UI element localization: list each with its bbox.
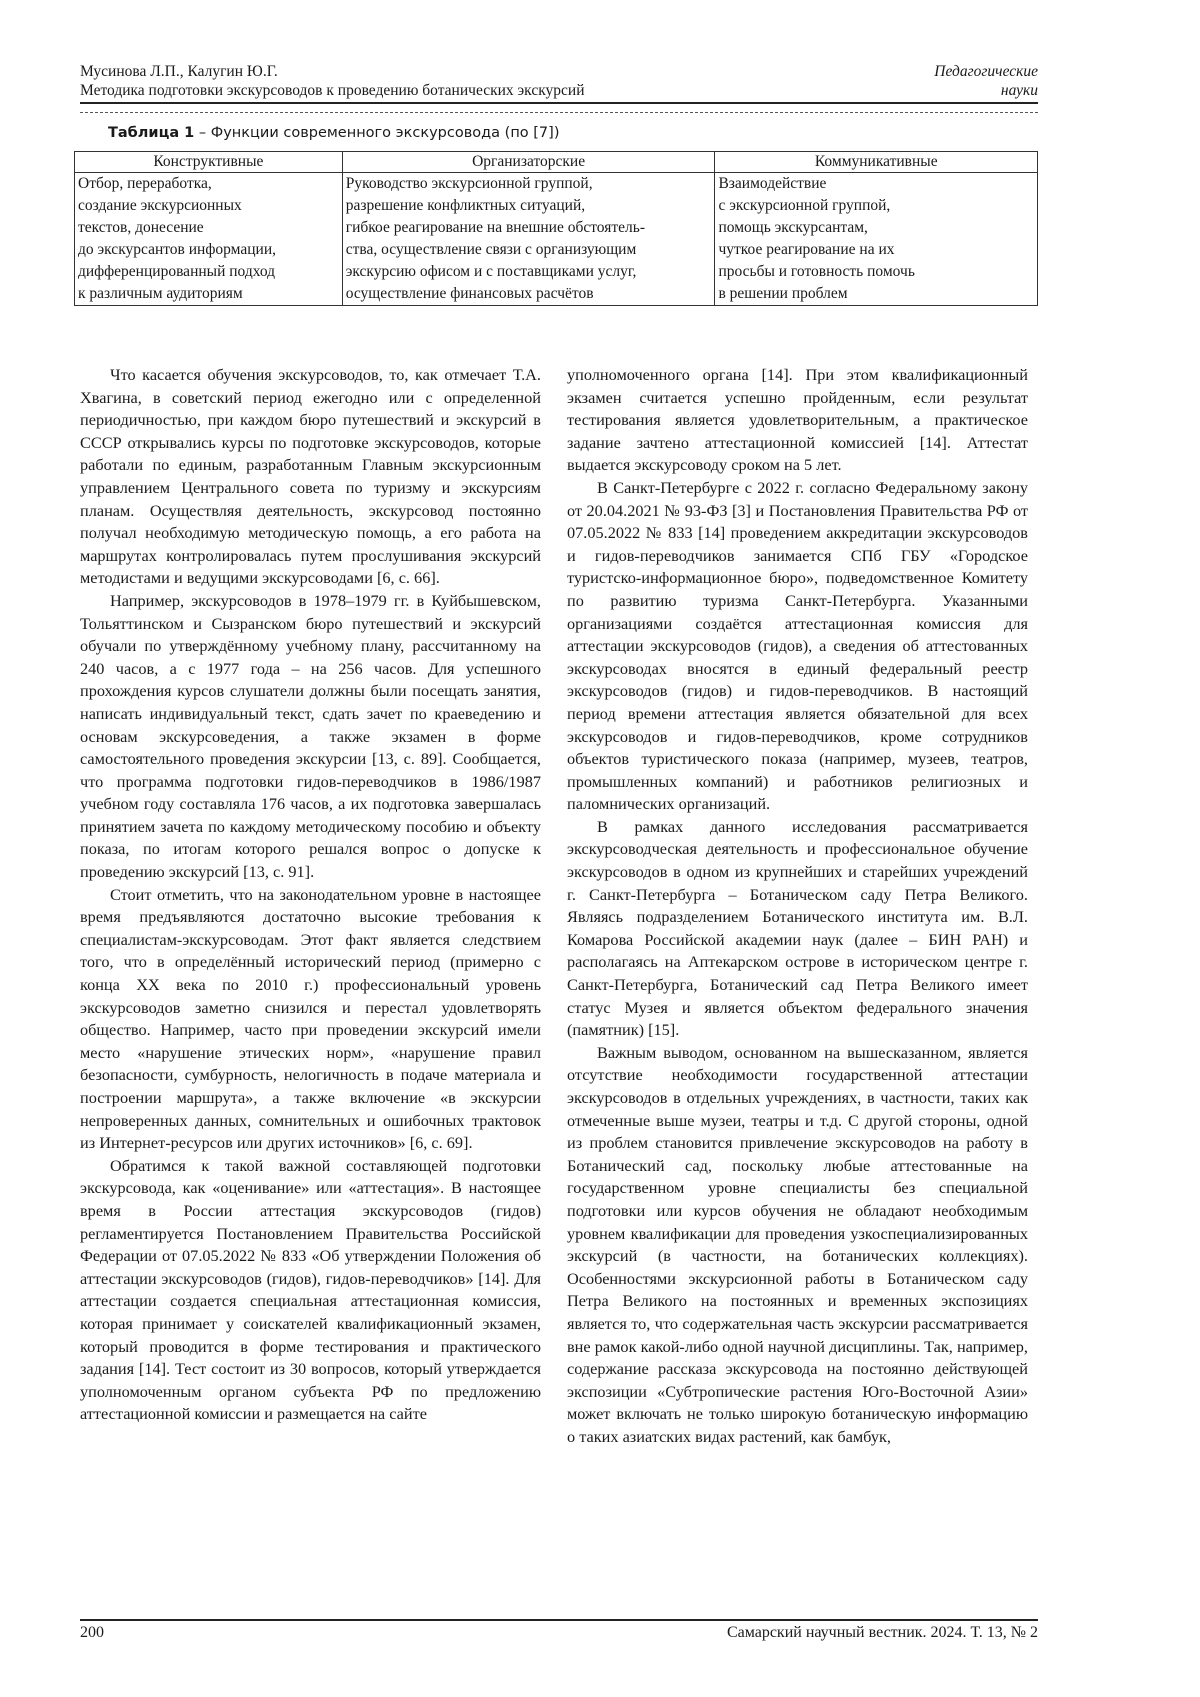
cell-line: текстов, донесение — [78, 219, 204, 236]
table-row — [75, 173, 1038, 306]
text-column-left — [80, 364, 541, 1426]
running-header — [80, 62, 1038, 104]
table-header-cell: Конструктивные — [75, 152, 343, 173]
header-section-line1: Педагогические — [934, 63, 1038, 80]
header-article-title: Методика подготовки экскурсоводов к проведению ботанических экскурсий — [80, 82, 585, 99]
table-header-cell: Коммуникативные — [715, 152, 1038, 173]
footer-rule — [80, 1619, 1038, 1621]
running-footer — [80, 1624, 1038, 1642]
paragraph: Важным выводом, основанном на вышесказанном, является отсутствие необходимости государственной аттестации экскурсоводов в отдельных учреждениях, в частности, таких как отмеченные выше музеи, театры и т.д. С другой стороны, одной из проблем становится привлечение экскурсоводов на работу в Ботанический сад, поскольку любые аттестованные на государственном уровне специалисты без специальной подготовки или курсов обучения не обладают необходимым уровнем квалификации для проведения узкоспециализированных экскурсий (в частности, на ботанических коллекциях). Особенностями экскурсионной работы в Ботаническом саду Петра Великого на постоянных и временных экспозициях является то, что содержательная часть экскурсии рассматривается вне рамок какой-либо одной научной дисциплины. Так, например, содержание рассказа экскурсовода на постоянно действующей экспозиции «Субтропические растения Юго-Восточной Азии» может включать не только широкую ботаническую информацию о таких азиатских видах растений, как бамбук, — [567, 1042, 1028, 1446]
cell-line: ства, осуществление связи с организующим — [345, 241, 637, 258]
table-cell-communicative — [715, 173, 1038, 306]
table-caption — [108, 125, 559, 141]
cell-line: Отбор, переработка, — [78, 175, 212, 192]
paragraph: В Санкт-Петербурге с 2022 г. согласно Федеральному закону от 20.04.2021 № 93-ФЗ [3] и Постановления Правительства РФ от 07.05.2022 № 833 [14] проведением аккредитации экскурсоводов и гидов-переводчиков занимается СПб ГБУ «Городское туристско-информационное бюро», подведомственное Комитету по развитию туризма Санкт-Петербурга. Указанными организациями создаётся аттестационная комиссия для аттестации экскурсоводов (гидов), а сведения об аттестованных экскурсоводах вносятся в единый федеральный реестр экскурсоводов (гидов) и гидов-переводчиков. В настоящий период времени аттестация является обязательной для всех экскурсоводов и гидов-переводчиков, кроме сотрудников объектов туристического показа (например, музеев, театров, промышленных компаний) и работников религиозных и паломнических организаций. — [567, 477, 1028, 814]
table-header-row — [75, 152, 1038, 173]
table-caption-text: – Функции современного экскурсовода (по [7]) — [194, 125, 560, 141]
cell-line: к различным аудиториям — [78, 285, 243, 302]
cell-line: дифференцированный подход — [78, 263, 276, 280]
functions-table — [74, 151, 1038, 306]
paragraph: Обратимся к такой важной составляющей подготовки экскурсовода, как «оценивание» или «аттестация». В настоящее время в России аттестация экскурсоводов (гидов) регламентируется Постановлением Правительства Российской Федерации от 07.05.2022 № 833 «Об утверждении Положения об аттестации экскурсоводов (гидов), гидов-переводчиков» [14]. Для аттестации создается специальная аттестационная комиссия, которая принимает у соискателей квалификационный экзамен, который проводится в форме тестирования и практического задания [14]. Тест состоит из 30 вопросов, который утверждается уполномоченным органом субъекта РФ по предложению аттестационной комиссии и размещается на сайте — [80, 1155, 541, 1424]
paragraph: Стоит отметить, что на законодательном уровне в настоящее время предъявляются достаточно высокие требования к специалистам-экскурсоводам. Этот факт является следствием того, что в определённый исторический период (примерно с конца XX века по 2010 г.) профессиональный уровень экскурсоводов заметно снизился и перестал удовлетворять общество. Например, часто при проведении экскурсий имели место «нарушение этических норм», «нарушение правил безопасности, сумбурность, нелогичность в подаче материала и построении маршрута», а также включение «в экскурсии непроверенных данных, сомнительных и ошибочных трактовок из Интернет-ресурсов или других источников» [6, с. 69]. — [80, 884, 541, 1153]
cell-line: просьбы и готовность помочь — [718, 263, 915, 280]
table-caption-label: Таблица 1 — [108, 125, 195, 141]
cell-line: гибкое реагирование на внешние обстоятель- — [345, 219, 646, 236]
cell-line: Руководство экскурсионной группой, — [345, 175, 593, 192]
cell-line: экскурсию офисом и с поставщиками услуг, — [345, 263, 637, 280]
paragraph: Например, экскурсоводов в 1978–1979 гг. в Куйбышевском, Тольяттинском и Сызранском бюро путешествий и экскурсий обучали по утверждённому учебному плану, рассчитанному на 240 часов, а с 1977 года – на 256 часов. Для успешного прохождения курсов слушатели должны были посещать занятия, написать индивидуальный текст, сдать зачет по краеведению и основам экскурсоведения, а также экзамен в форме самостоятельного проведения экскурсии [13, с. 89]. Сообщается, что программа подготовки гидов-переводчиков в 1986/1987 учебном году составляла 176 часов, а их подготовка завершалась принятием зачета по каждому методическому пособию и объекту показа, по итогам которого решался вопрос о допуске к проведению экскурсий [13, с. 91]. — [80, 590, 541, 882]
journal-citation: Самарский научный вестник. 2024. Т. 13, № 2 — [726, 1624, 1038, 1641]
cell-line: до экскурсантов информации, — [78, 241, 276, 258]
paragraph: Что касается обучения экскурсоводов, то, как отмечает Т.А. Хвагина, в советский период ежегодно или с определенной периодичностью, при каждом бюро путешествий и экскурсий в СССР открывались курсы по подготовке экскурсоводов, которые работали по единым, разработанным Главным экскурсионным управлением Центрального совета по туризму и экскурсиям планам. Осуществляя деятельность, экскурсовод постоянно получал необходимую методическую помощь, а его работа на маршрутах контролировалась путем прослушивания экскурсий методистами и ведущими экскурсоводами [6, с. 66]. — [80, 365, 541, 588]
page-number: 200 — [80, 1624, 104, 1641]
table-header-cell: Организаторские — [342, 152, 715, 173]
header-dashed-divider — [80, 112, 1038, 113]
table-cell-organizational — [342, 173, 715, 306]
table-cell-constructive — [75, 173, 343, 306]
header-section-line2: науки — [1000, 82, 1038, 99]
cell-line: в решении проблем — [718, 285, 848, 302]
cell-line: создание экскурсионных — [78, 197, 242, 214]
header-authors: Мусинова Л.П., Калугин Ю.Г. — [80, 63, 278, 80]
cell-line: помощь экскурсантам, — [718, 219, 868, 236]
paragraph: В рамках данного исследования рассматривается экскурсоводческая деятельность и профессиональное обучение экскурсоводов в одном из крупнейших и старейших учреждений г. Санкт-Петербурга – Ботаническом саду Петра Великого. Являясь подразделением Ботанического института им. В.Л. Комарова Российской академии наук (далее – БИН РАН) и располагаясь на Аптекарском острове в историческом центре г. Санкт-Петербурга, Ботанический сад Петра Великого имеет статус Музея и является объектом федерального значения (памятник) [15]. — [567, 816, 1028, 1040]
header-rule — [80, 102, 1038, 104]
cell-line: осуществление финансовых расчётов — [345, 285, 594, 302]
cell-line: разрешение конфликтных ситуаций, — [345, 197, 586, 214]
cell-line: Взаимодействие — [718, 175, 827, 192]
cell-line: с экскурсионной группой, — [718, 197, 891, 214]
text-column-right — [567, 364, 1028, 1449]
paragraph-continuation: уполномоченного органа [14]. При этом квалификационный экзамен считается успешно пройденным, если результат тестирования является удовлетворительным, а практическое задание зачтено аттестационной комиссией [14]. Аттестат выдается экскурсоводу сроком на 5 лет. — [567, 365, 1028, 475]
cell-line: чуткое реагирование на их — [718, 241, 895, 258]
